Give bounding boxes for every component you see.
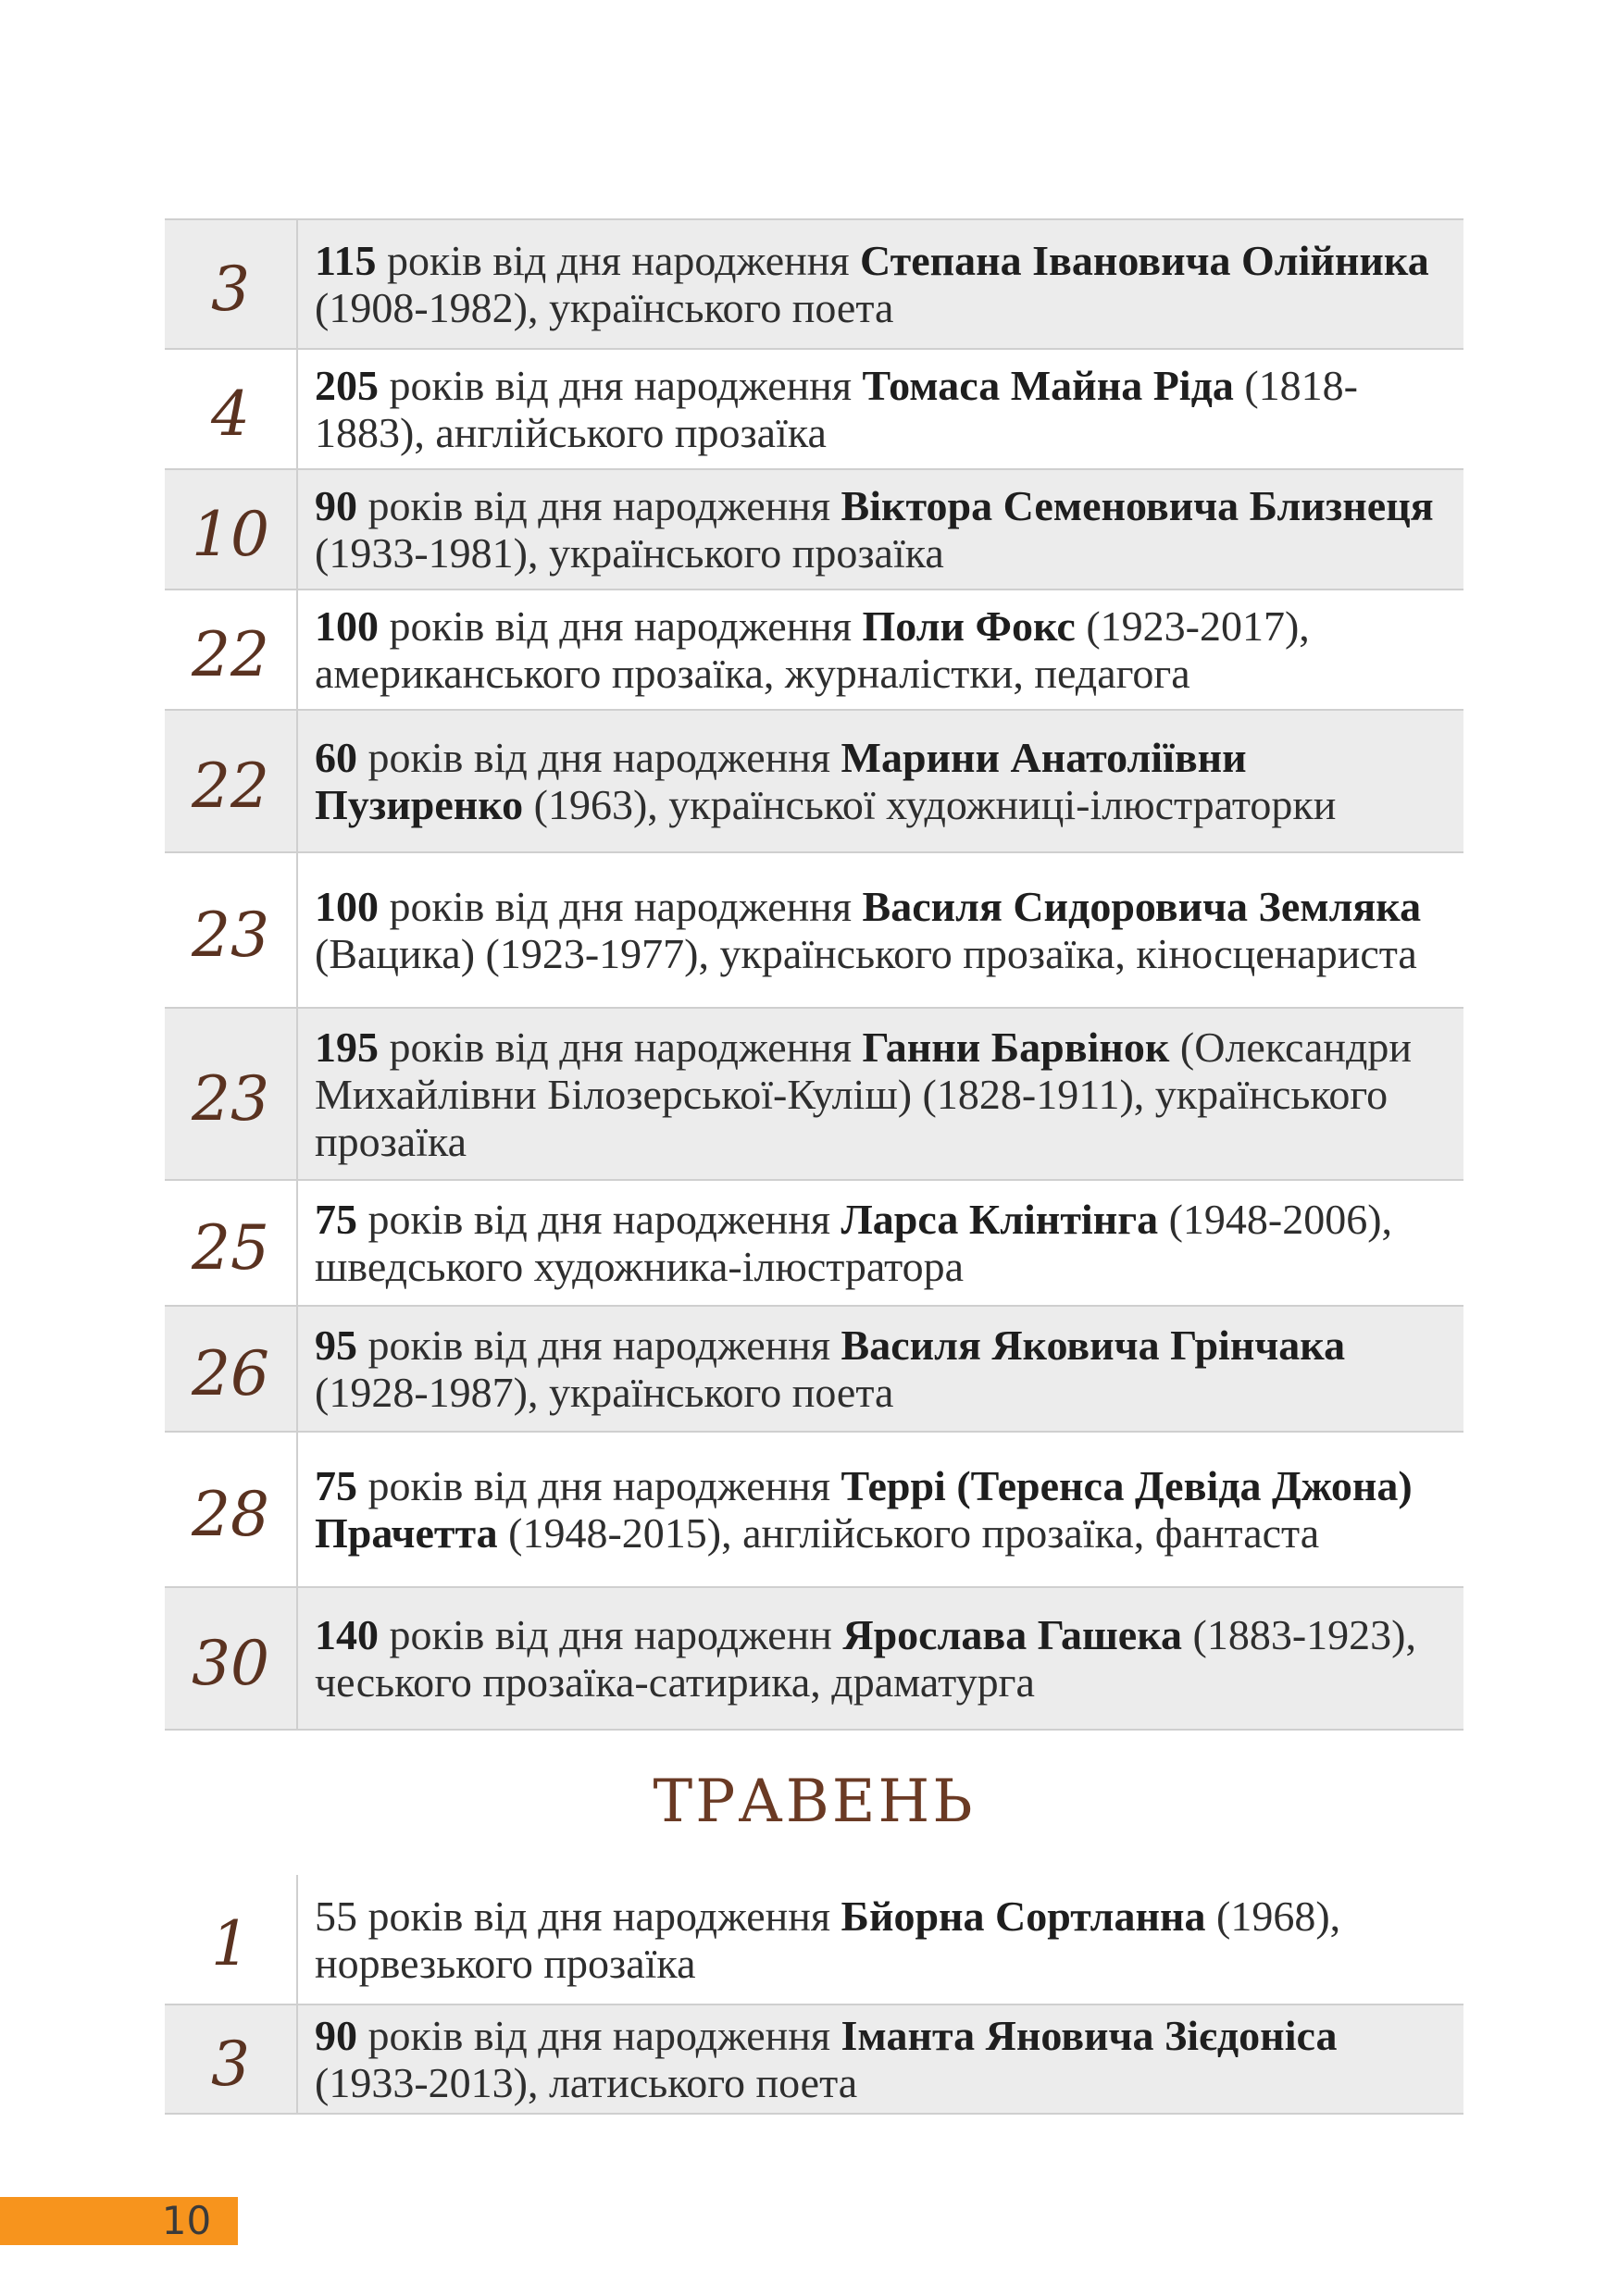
entry-text: 95 років від дня народження Василя Яковича Грінчака (1928-1987), українського поета [315,1322,1346,1416]
table-row [165,1008,1463,1180]
entry-text: 60 років від дня народження Марини Анатоліївни Пузиренко (1963), української художниці-ілюстраторки [315,734,1337,828]
day-number: 23 [165,1008,297,1180]
day-number: 25 [165,1180,297,1306]
day-number: 10 [165,469,297,590]
entry-text: 100 років від дня народження Василя Сидоровича Земляка (Вацика) (1923-1977), українського прозаїка, кіносценариста [315,883,1422,977]
table-row [165,219,1463,349]
entry-text: 75 років від дня народження Террі (Теренса Девіда Джона) Прачетта (1948-2015), англійського прозаїка, фантаста [315,1462,1413,1557]
day-number: 3 [165,2004,297,2114]
entry-text: 205 років від дня народження Томаса Майна Ріда (1818-1883), англійського прозаїка [315,362,1358,456]
table-row [165,2004,1463,2114]
table-row [165,590,1463,710]
table-row [165,1587,1463,1730]
entry-text: 100 років від дня народження Поли Фокс (1923-2017), американського прозаїка, журналістки, педагога [315,602,1310,697]
day-number: 4 [165,349,297,469]
day-number: 28 [165,1432,297,1587]
day-number: 26 [165,1306,297,1432]
page-number: 10 [161,2198,212,2243]
day-number: 30 [165,1587,297,1730]
entry-text: 115 років від дня народження Степана Івановича Олійника (1908-1982), українського поета [315,237,1429,331]
day-number: 22 [165,590,297,710]
table-row [165,1306,1463,1432]
month-heading: ТРАВЕНЬ [653,1768,976,1836]
anniversary-table-may [165,1875,1463,2115]
day-number: 1 [165,1875,297,2004]
table-row [165,852,1463,1008]
anniversary-table-april [165,218,1463,1731]
day-number: 3 [165,219,297,349]
entry-text: 90 років від дня народження Віктора Семеновича Близнеця (1933-1981), українського прозаїка [315,482,1434,577]
day-number: 22 [165,710,297,852]
day-number: 23 [165,852,297,1008]
table-row [165,349,1463,469]
entry-text: 195 років від дня народження Ганни Барвінок (Олександри Михайлівни Білозерської-Куліш) (1828-1911), українського прозаїка [315,1023,1413,1165]
entry-text: 75 років від дня народження Ларса Клінтінга (1948-2006), шведського художника-ілюстратора [315,1196,1393,1290]
table-row [165,1875,1463,2004]
table-row [165,1432,1463,1587]
table-row [165,469,1463,590]
entry-text: 55 років від дня народження Бйорна Сортланна (1968), норвезького прозаїка [315,1892,1341,1987]
page-number-tab [0,2197,238,2245]
entry-text: 90 років від дня народження Іманта Яновича Зієдоніса (1933-2013), латиського поета [315,2012,1338,2106]
table-row [165,1180,1463,1306]
table-row [165,710,1463,852]
entry-text: 140 років від дня народженн Ярослава Гашека (1883-1923), чеського прозаїка-сатирика, драматурга [315,1611,1416,1706]
